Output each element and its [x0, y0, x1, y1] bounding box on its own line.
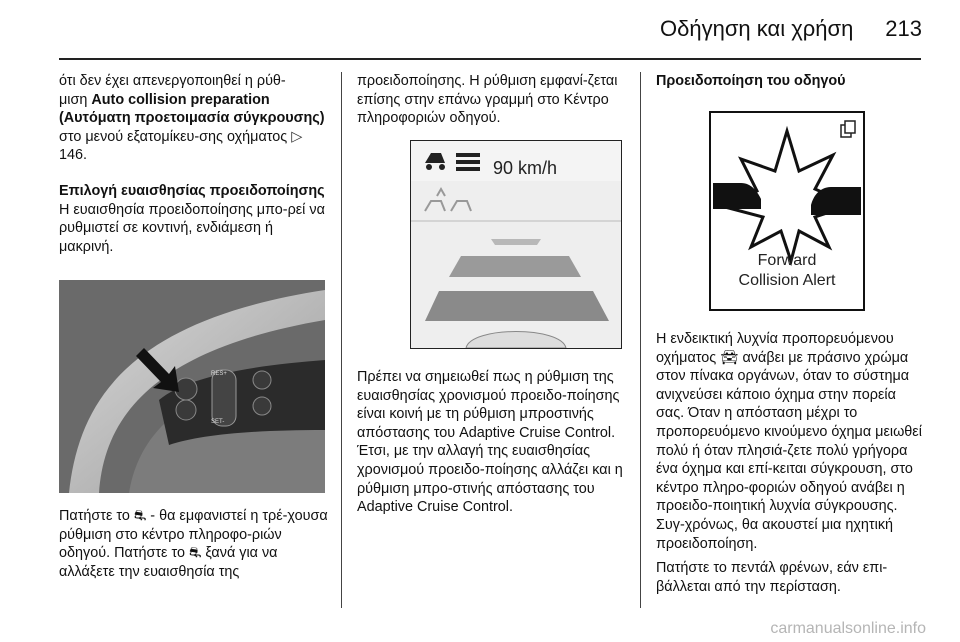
- res-set-rocker[interactable]: [212, 370, 236, 426]
- paragraph-display-info: προειδοποίησης. Η ρύθμιση εμφανί-ζεται επίσης στην επάνω γραμμή στο Κέντρο πληροφοριών οδηγού.: [357, 73, 618, 127]
- alert-svg: [711, 113, 863, 309]
- paragraph-acc-note: Πρέπει να σημειωθεί πως η ρύθμιση της ευαισθησίας χρονισμού προειδο-ποίησης είναι κοινή με τη ρύθμιση μπροστινής απόστασης του Adaptive Cruise Control. Έτσι, με την αλλαγή της ευαισθησίας χρονισμού προειδο-ποίησης αλλάζει και η ρύθμιση μπρο-στινής απόστασης του Adaptive Cruise Control.: [357, 369, 623, 516]
- cluster-svg: [411, 141, 621, 348]
- column-3: [656, 72, 926, 91]
- column-divider-2: [640, 72, 641, 608]
- distance-bar-3: [425, 291, 609, 321]
- res-label: RES+: [211, 371, 227, 377]
- paragraph-press-button: Πατήστε το ⛐ - θα εμφανιστεί η τρέ-χουσα ρύθμιση στο κέντρο πληροφο-ριών οδηγού. Πατήστε το ⛐ ξανά για να αλλάξετε την ευαισθησία της: [59, 508, 328, 580]
- header-title: Οδήγηση και χρήση: [660, 16, 854, 41]
- heading-driver-warning: Προειδοποίηση του οδηγού: [656, 73, 846, 89]
- column-2-bottom: [357, 368, 629, 517]
- column-1-bottom: [59, 507, 329, 581]
- alert-line-1: Forward: [757, 252, 817, 269]
- column-divider-1: [341, 72, 342, 608]
- column-3-bottom: [656, 330, 926, 596]
- paragraph-brake: Πατήστε το πεντάλ φρένων, εάν επι-βάλλεται από την περίσταση.: [656, 560, 888, 595]
- speed-limiter-icon[interactable]: [253, 397, 271, 415]
- header-rule: [59, 58, 921, 60]
- paragraph-indicator: Η ενδεικτική λυχνία προπορευόμενου οχήματος 🚘︎ ανάβει με πράσινο χρώμα στον πίνακα οργάνων, όταν το σύστημα ανιχνεύσει κάποιο όχημα στην πορεία σας. Όταν η απόσταση μέχρι το προπορευόμενο κινούμενο όχημα μειωθεί πολύ ή όταν πλησιά-ζετε πολύ γρήγορα ένα όχημα και επί-κειται σύγκρουση, στο κέντρο πληρο-φοριών οδηγού ανάβει η προειδο-ποιητική λυχνία σύγκρουσης. Συγ-χρόνως, θα ακουστεί μια ηχητική προειδοποίηση.: [656, 331, 922, 552]
- steering-wheel-illustration: [59, 280, 325, 493]
- alert-line-2: Collision Alert: [738, 272, 836, 289]
- gap-setting-icon: [456, 153, 480, 171]
- page-reference-icon: ▷: [291, 128, 303, 145]
- heading-sensitivity: Επιλογή ευαισθησίας προειδοποίησης: [59, 182, 325, 199]
- column-2: [357, 72, 629, 128]
- watermark: carmanualsonline.info: [770, 620, 926, 637]
- sensitivity-symbol-icon: ⛐: [133, 508, 147, 524]
- sensitivity-symbol-icon: ⛐: [188, 545, 202, 562]
- forward-collision-alert-illustration: [709, 111, 865, 311]
- cruise-on-icon[interactable]: [253, 371, 271, 389]
- steering-wheel-svg: [59, 280, 325, 493]
- setting-name: Auto collision preparation (Αυτόματη προετοιμασία σύγκρουσης): [59, 91, 325, 127]
- driver-info-center-illustration: [410, 140, 622, 349]
- paragraph-menu-reference: ότι δεν έχει απενεργοποιηθεί η ρύθ- μιση Auto collision preparation (Αυτόματη προετοιμασία σύγκρουσης) στο μενού εξατομίκευ-σης οχήματος ▷ 146.: [59, 73, 325, 164]
- vehicle-ahead-icon: 🚘︎: [720, 349, 739, 366]
- paragraph-sensitivity: Η ευαισθησία προειδοποίησης μπο-ρεί να ρυθμιστεί σε κοντινή, ενδιάμεση ή μακρινή.: [59, 201, 325, 255]
- column-1: [59, 72, 329, 256]
- distance-bar-1: [491, 239, 541, 245]
- speed-readout: 90 km/h: [493, 158, 558, 178]
- cruise-cancel-icon[interactable]: [176, 400, 196, 420]
- page-number: 213: [885, 16, 922, 41]
- distance-bar-2: [449, 256, 581, 277]
- set-label: SET-: [211, 419, 225, 425]
- page-icon: [841, 121, 855, 137]
